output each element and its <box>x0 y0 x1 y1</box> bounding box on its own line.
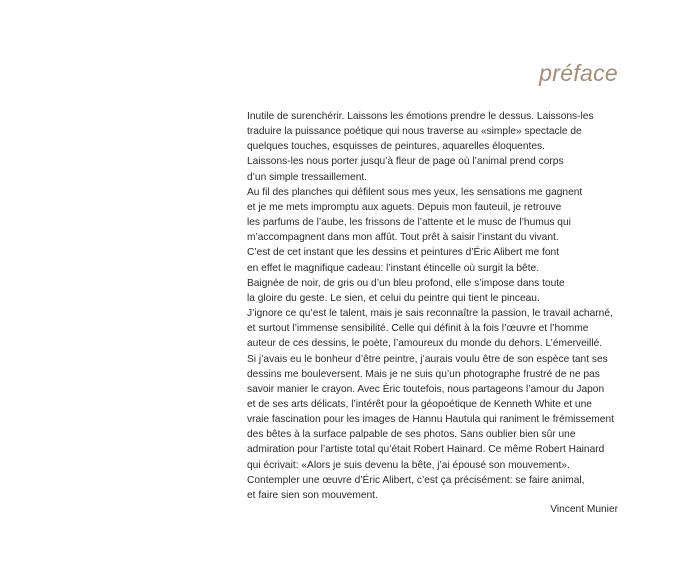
text-line: et je me mets impromptu aux aguets. Depuis mon fauteuil, je retrouve <box>247 201 562 213</box>
text-line: auteur de ces dessins, le poète, l’amoureux du monde du dehors. L’émerveillé. <box>247 338 603 350</box>
text-line: traduire la puissance poétique qui nous traverse au «simple» spectacle de <box>247 126 582 138</box>
text-line: la gloire du geste. Le sien, et celui du peintre qui tient le pinceau. <box>247 292 540 304</box>
text-line: et de ses arts délicats, l’intérêt pour la géopoétique de Kenneth White et une <box>247 398 592 410</box>
preface-body <box>247 109 627 503</box>
text-line: Contempler une œuvre d’Éric Alibert, c’est ça précisément: se faire animal, <box>247 474 585 486</box>
text-line: qui écrivait: «Alors je suis devenu la bête, j’ai épousé son mouvement». <box>247 459 570 471</box>
text-line: et surtout l’immense sensibilité. Celle qui définit à la fois l’œuvre et l’homme <box>247 323 589 335</box>
text-line: Inutile de surenchérir. Laissons les émotions prendre le dessus. Laissons-les <box>247 111 594 122</box>
text-line: J’ignore ce qu’est le talent, mais je sais reconnaître la passion, le travail acharné, <box>247 308 613 320</box>
text-line: admiration pour l’artiste total qu’était Robert Hainard. Ce même Robert Hainard <box>247 444 605 456</box>
author-signature: Vincent Munier <box>550 504 618 515</box>
text-line: les parfums de l’aube, les frissons de l’attente et le musc de l’humus qui <box>247 217 571 229</box>
page-title: préface <box>539 60 618 86</box>
text-line: Au fil des planches qui défilent sous mes yeux, les sensations me gagnent <box>247 186 583 198</box>
text-line: et faire sien son mouvement. <box>247 489 378 501</box>
text-line: des bêtes à la surface palpable de ses photos. Sans oublier bien sûr une <box>247 429 576 441</box>
text-line: d’un simple tressaillement. <box>247 171 368 183</box>
text-line: C’est de cet instant que les dessins et peintures d’Éric Alibert me font <box>247 247 560 259</box>
text-line: Si j’avais eu le bonheur d’être peintre, j’aurais voulu être de son espèce tant ses <box>247 353 608 365</box>
text-line: m’accompagnent dans mon affût. Tout prêt à saisir l’instant du vivant. <box>247 232 559 244</box>
text-line: Baignée de noir, de gris ou d’un bleu profond, elle s’impose dans toute <box>247 277 565 289</box>
text-line: quelques touches, esquisses de peintures, aquarelles éloquentes. <box>247 141 545 153</box>
text-line: vraie fascination pour les images de Hannu Hautula qui raniment le frémissement <box>247 414 614 426</box>
text-line: dessins me bouleversent. Mais je ne suis qu’un photographe frustré de ne pas <box>247 368 600 380</box>
text-line: en effet le magnifique cadeau: l’instant étincelle où surgit la bête. <box>247 262 540 274</box>
text-line: Laissons-les nous porter jusqu’à fleur de page où l’animal prend corps <box>247 156 564 168</box>
text-line: savoir manier le crayon. Avec Éric toutefois, nous partageons l’amour du Japon <box>247 383 605 395</box>
